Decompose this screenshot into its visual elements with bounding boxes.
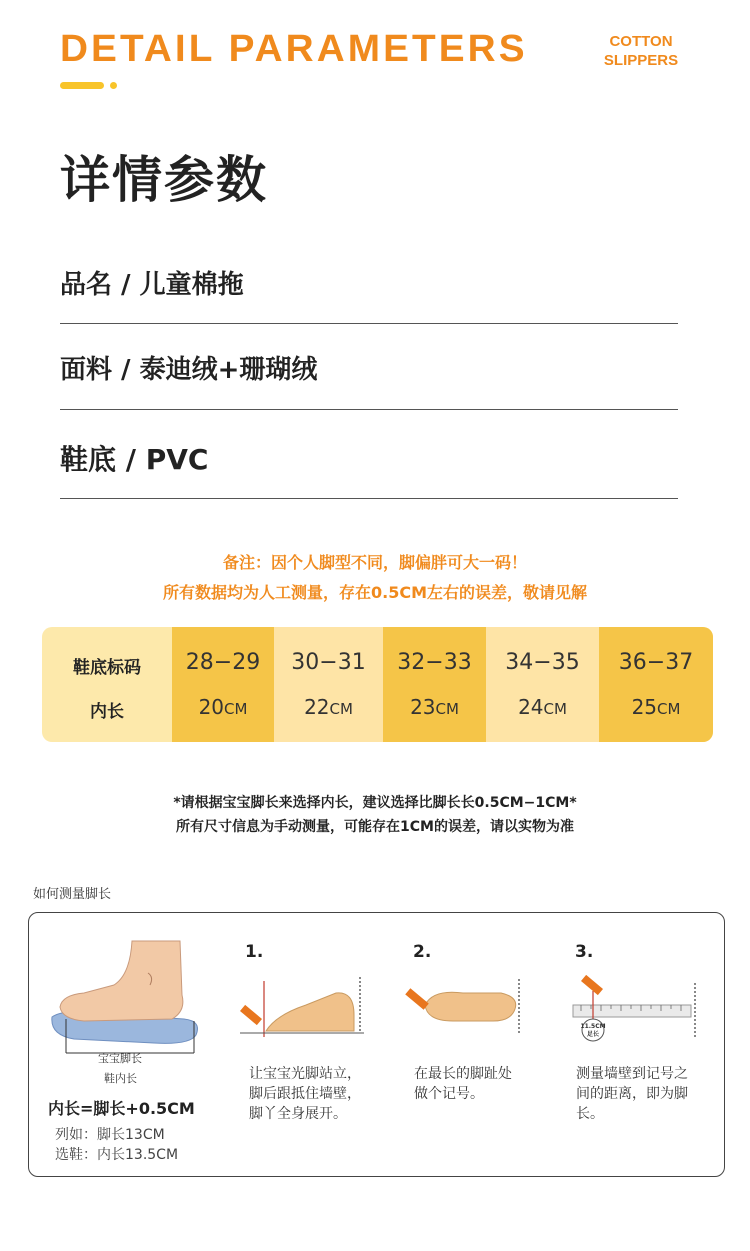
ruler-badge: 11.5CM 足长 [580,1023,606,1038]
size-table-header-col [42,627,172,742]
spec-name: 品名 / 儿童棉拖 [60,270,244,300]
measure-heading: 如何测量脚长 [33,887,112,902]
size-value: 28−29 [185,650,261,675]
product-tag [598,32,684,70]
note-line-1: 备注：因个人脚型不同，脚偏胖可大一码！ [222,553,527,572]
length-value: 25CM [631,695,681,719]
foot-length-label: 宝宝脚长 [98,1052,142,1065]
spec-sole: 鞋底 / PVC [60,443,209,476]
length-value: 20CM [198,695,248,719]
size-col [383,627,486,742]
spec-fabric: 面料 / 泰迪绒+珊瑚绒 [60,355,318,385]
insole-length-label: 鞋内长 [104,1072,137,1085]
size-value: 32−33 [397,650,472,675]
size-col [274,627,383,742]
step-1-text: 让宝宝光脚站立， 脚后跟抵住墙壁， 脚丫全身展开。 [249,1066,361,1122]
size-col [486,627,599,742]
english-title: DETAIL PARAMETERS [60,28,528,70]
step-3-text: 测量墙壁到记号之 间的距离，即为脚 长。 [576,1066,688,1122]
row-header-length: 内长 [90,702,124,722]
size-col [599,627,713,742]
size-table [42,627,713,742]
tag-line-2: SLIPPERS [603,52,679,69]
length-value: 23CM [410,695,459,719]
decor-dash [60,82,104,89]
length-value: 22CM [304,695,353,719]
step-2-text: 在最长的脚趾处 做个记号。 [414,1066,512,1102]
size-col [172,627,274,742]
tip-line-1: *请根据宝宝脚长来选择内长，建议选择比脚长长0.5CM−1CM* [173,795,577,811]
tip-line-2: 所有尺寸信息为手动测量，可能存在1CM的误差，请以实物为准 [176,819,574,835]
page-title: 详情参数 [60,151,268,209]
decor-dot [110,82,117,89]
step-3-number: 3. [575,942,594,962]
formula: 内长=脚长+0.5CM [48,1099,195,1118]
divider [60,323,678,324]
size-value: 36−37 [618,650,694,675]
row-header-size: 鞋底标码 [73,658,141,678]
step-1-illustration [236,975,366,1045]
step-2-illustration [403,975,528,1040]
example-foot: 列如：脚长13CM [55,1127,165,1143]
step-1-number: 1. [245,942,264,962]
example-shoe: 选鞋：内长13.5CM [55,1147,179,1163]
tag-line-1: COTTON [609,33,673,50]
divider [60,498,678,499]
size-value: 34−35 [505,650,580,675]
step-2-number: 2. [413,942,432,962]
divider [60,409,678,410]
length-value: 24CM [518,695,567,719]
foot-insole-illustration [44,935,214,1055]
note-line-2: 所有数据均为人工测量，存在0.5CM左右的误差，敬请见解 [162,583,587,602]
size-value: 30−31 [291,650,366,675]
